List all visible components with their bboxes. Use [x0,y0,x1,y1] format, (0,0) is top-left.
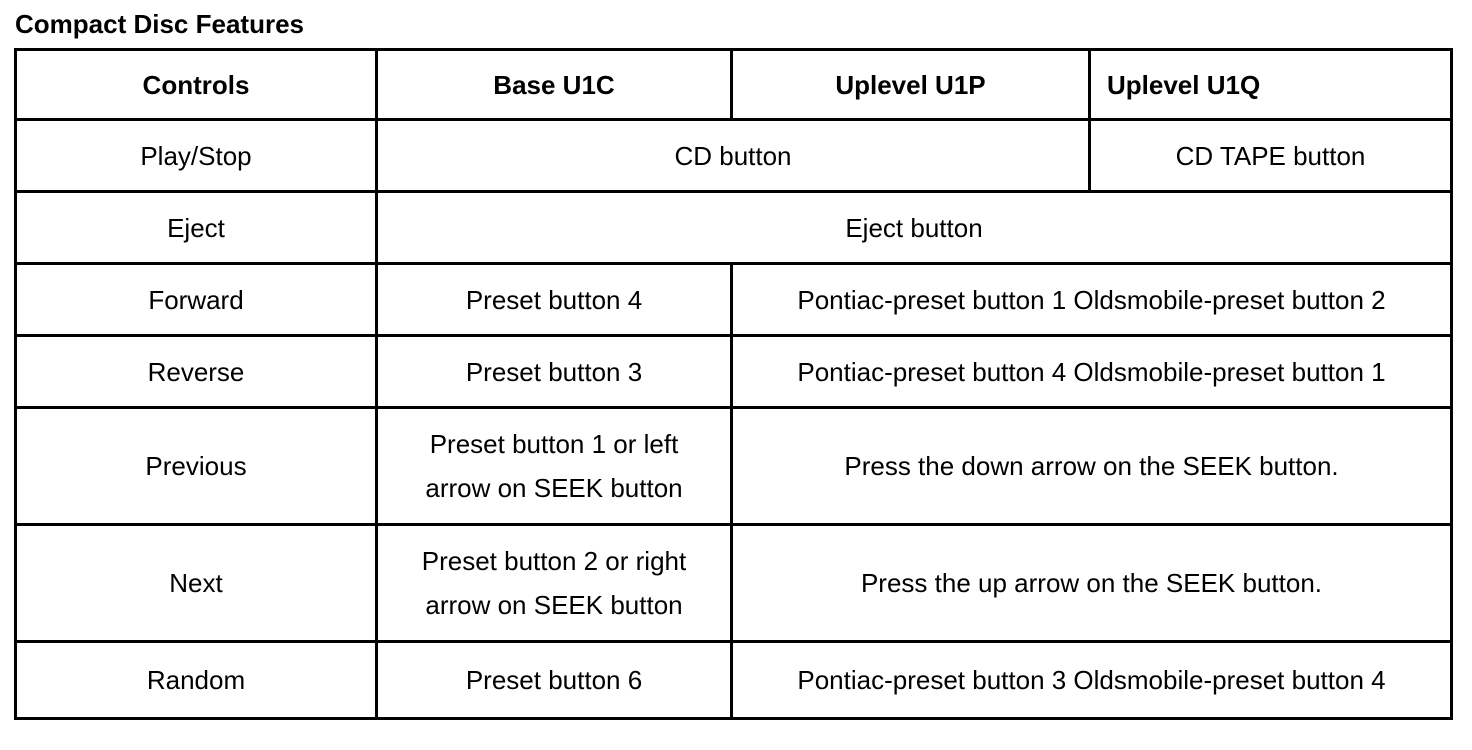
header-uplevel-u1p: Uplevel U1P [732,50,1090,120]
cell-forward-uplevel: Pontiac-preset button 1 Oldsmobile-preset button 2 [732,264,1452,336]
cell-previous-uplevel: Press the down arrow on the SEEK button. [732,408,1452,525]
cell-reverse-uplevel: Pontiac-preset button 4 Oldsmobile-preset button 1 [732,336,1452,408]
cell-control-play-stop: Play/Stop [16,120,377,192]
cell-play-stop-u1q: CD TAPE button [1090,120,1452,192]
cell-previous-base-line1: Preset button 1 or left [429,429,679,459]
cell-next-base [377,525,732,642]
cell-control-forward: Forward [16,264,377,336]
cell-previous-base-line2: arrow on SEEK button [425,473,683,503]
table-row-play-stop [16,120,1452,192]
cell-previous-base [377,408,732,525]
header-uplevel-u1q: Uplevel U1Q [1090,50,1452,120]
cell-control-previous: Previous [16,408,377,525]
cell-next-base-line2: arrow on SEEK button [425,590,683,620]
cell-eject-all: Eject button [377,192,1452,264]
cell-random-uplevel: Pontiac-preset button 3 Oldsmobile-preset button 4 [732,642,1452,719]
cell-play-stop-base-u1p: CD button [377,120,1090,192]
cell-control-next: Next [16,525,377,642]
cell-next-base-line1: Preset button 2 or right [421,546,687,576]
features-table [14,48,1453,720]
table-row-eject [16,192,1452,264]
cell-control-reverse: Reverse [16,336,377,408]
table-row-reverse [16,336,1452,408]
table-row-previous [16,408,1452,525]
table-row-next [16,525,1452,642]
table-row-random [16,642,1452,719]
cell-control-eject: Eject [16,192,377,264]
cell-random-base: Preset button 6 [377,642,732,719]
header-base-u1c: Base U1C [377,50,732,120]
cell-forward-base: Preset button 4 [377,264,732,336]
cell-control-random: Random [16,642,377,719]
cell-next-uplevel: Press the up arrow on the SEEK button. [732,525,1452,642]
table-row-forward [16,264,1452,336]
header-row [16,50,1452,120]
header-controls: Controls [16,50,377,120]
document-title: Compact Disc Features [15,9,304,39]
cell-reverse-base: Preset button 3 [377,336,732,408]
